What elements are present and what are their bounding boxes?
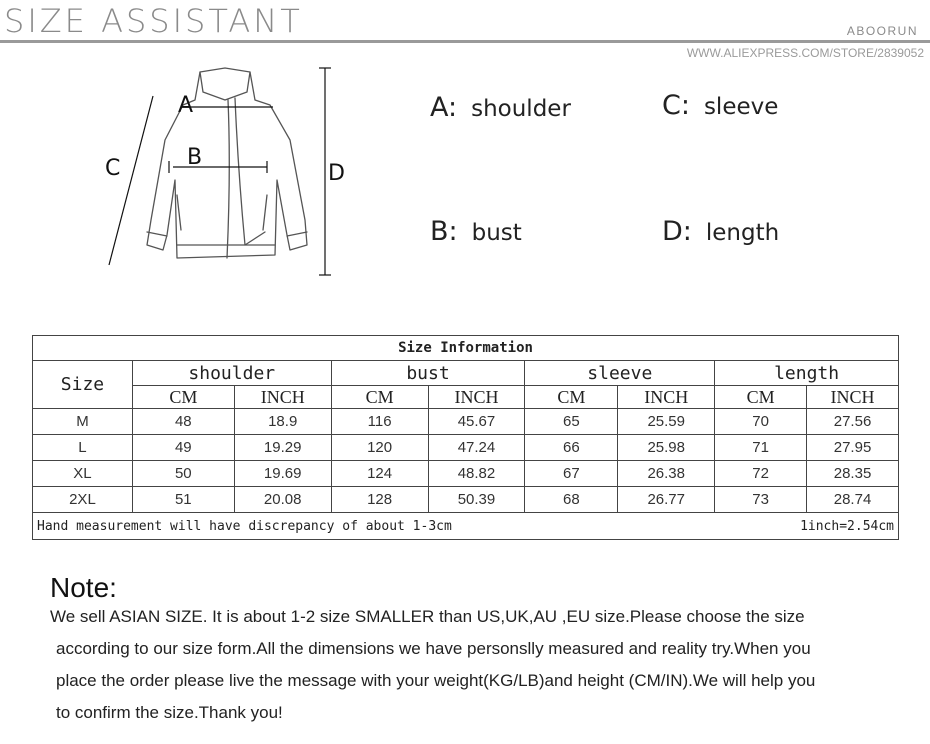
length-header: length [715,361,899,386]
jacket-outline [147,68,307,258]
sleeve-cm-cell: 65 [525,409,618,435]
size-cell: 2XL [33,487,133,513]
length-cm-cell: 73 [715,487,807,513]
shoulder-inch-cell: 18.9 [234,409,331,435]
bust-inch-cell: 45.67 [428,409,525,435]
shoulder-cm-cell: 49 [132,435,234,461]
table-row [33,409,899,435]
note-line: place the order please live the message with your weight(KG/LB)and height (CM/IN).We will help you [56,671,816,690]
unit-header-inch: INCH [807,386,899,409]
sleeve-header: sleeve [525,361,715,386]
sleeve-cm-cell: 67 [525,461,618,487]
legend-key: A: [430,92,458,123]
jacket-collar [200,72,250,100]
table-row [33,435,899,461]
length-cm-cell: 71 [715,435,807,461]
note-line: according to our size form.All the dimensions we have personslly measured and reality try.When you [56,639,811,658]
sleeve-cm-cell: 68 [525,487,618,513]
measurement-disclaimer: Hand measurement will have discrepancy of about 1-3cm [37,518,452,534]
label-c: C [105,156,121,181]
sleeve-cm-cell: 66 [525,435,618,461]
length-inch-cell: 28.74 [807,487,899,513]
unit-header-cm: CM [331,386,428,409]
bust-cm-cell: 116 [331,409,428,435]
size-cell: L [33,435,133,461]
unit-header-cm: CM [132,386,234,409]
length-inch-cell: 28.35 [807,461,899,487]
unit-header-cm: CM [715,386,807,409]
shoulder-inch-cell: 19.29 [234,435,331,461]
length-inch-cell: 27.56 [807,409,899,435]
jacket-zipper [227,100,229,258]
bust-cm-cell: 128 [331,487,428,513]
table-title: Size Information [33,336,899,361]
bust-header: bust [331,361,525,386]
legend-sleeve [662,90,778,121]
label-b: B [187,145,203,170]
label-a: A [178,93,194,118]
note-line: We sell ASIAN SIZE. It is about 1-2 size SMALLER than US,UK,AU ,EU size.Please choose the size [50,607,805,626]
sleeve-inch-cell: 26.77 [618,487,715,513]
unit-conversion: 1inch=2.54cm [800,518,894,534]
legend-bust [430,216,522,247]
table-row [33,487,899,513]
bust-inch-cell: 48.82 [428,461,525,487]
shoulder-cm-cell: 51 [132,487,234,513]
bust-cm-cell: 124 [331,461,428,487]
shoulder-cm-cell: 48 [132,409,234,435]
legend-shoulder [430,92,571,123]
label-d: D [328,161,345,186]
shoulder-inch-cell: 20.08 [234,487,331,513]
bust-cm-cell: 120 [331,435,428,461]
legend-label: bust [471,220,522,246]
page-title: SIZE ASSISTANT [4,2,303,40]
unit-header-inch: INCH [618,386,715,409]
legend-key: C: [662,90,690,121]
store-url: WWW.ALIEXPRESS.COM/STORE/2839052 [686,46,924,60]
length-inch-cell: 27.95 [807,435,899,461]
jacket-diagram [95,60,365,285]
unit-header-inch: INCH [428,386,525,409]
shoulder-cm-cell: 50 [132,461,234,487]
legend-key: D: [662,216,692,247]
legend-length [662,216,779,247]
note-line: to confirm the size.Thank you! [56,703,283,722]
jacket-right-pocket [263,195,267,230]
sleeve-inch-cell: 25.59 [618,409,715,435]
bust-inch-cell: 47.24 [428,435,525,461]
length-cm-cell: 70 [715,409,807,435]
table-row [33,461,899,487]
size-cell: M [33,409,133,435]
size-information-table [32,335,899,540]
length-cm-cell: 72 [715,461,807,487]
header-divider [0,40,930,43]
jacket-left-pocket [177,195,181,230]
legend-label: sleeve [703,94,779,120]
note-title: Note: [50,572,117,603]
bust-inch-cell: 50.39 [428,487,525,513]
size-cell: XL [33,461,133,487]
sleeve-inch-cell: 25.98 [618,435,715,461]
sleeve-inch-cell: 26.38 [618,461,715,487]
legend-key: B: [430,216,458,247]
unit-header-inch: INCH [234,386,331,409]
legend-label: shoulder [471,96,571,122]
table-footer [33,513,899,540]
shoulder-inch-cell: 19.69 [234,461,331,487]
unit-header-cm: CM [525,386,618,409]
legend-label: length [705,220,780,246]
size-column-header: Size [33,361,133,409]
brand-name: ABOORUN [846,24,918,38]
shoulder-header: shoulder [132,361,331,386]
